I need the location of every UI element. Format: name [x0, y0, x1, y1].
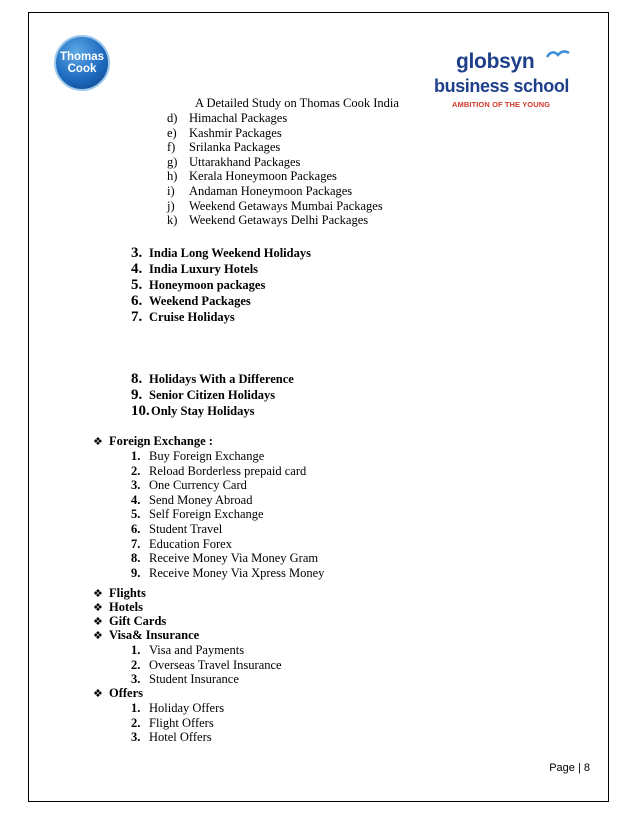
diamond-bullet-icon: ❖ — [93, 687, 103, 700]
sub-item-text: One Currency Card — [149, 478, 247, 493]
list-number: 2. — [131, 657, 141, 672]
list-number: 3. — [131, 478, 141, 493]
bullet-title: Flights — [109, 586, 146, 600]
sub-item — [131, 478, 247, 493]
list-marker: k) — [167, 213, 178, 228]
holiday-item — [131, 310, 235, 325]
sub-item — [131, 566, 324, 581]
bullet-title: Offers — [109, 686, 144, 700]
list-number: 8. — [131, 371, 143, 387]
holiday-item — [131, 404, 255, 419]
thomas-cook-logo — [54, 35, 110, 91]
holiday-text: Weekend Packages — [149, 294, 251, 308]
sub-item-text: Buy Foreign Exchange — [149, 449, 265, 463]
package-text: Kashmir Packages — [189, 125, 282, 140]
sub-item-text: Education Forex — [149, 536, 232, 551]
list-marker: h) — [167, 169, 178, 184]
bullet-item — [93, 434, 213, 449]
bullet-item — [93, 586, 146, 601]
sub-item-text: Student Insurance — [149, 672, 239, 687]
package-item — [167, 126, 282, 141]
sub-item — [131, 537, 232, 552]
sub-item — [131, 730, 212, 745]
list-number: 5. — [131, 277, 143, 293]
bullet-title: Gift Cards — [109, 614, 167, 628]
sub-item — [131, 672, 239, 687]
sub-item-text: Flight Offers — [149, 715, 214, 730]
list-marker: i) — [167, 184, 175, 198]
bullet-item — [93, 600, 143, 615]
list-number: 6. — [131, 293, 143, 309]
sub-item — [131, 643, 244, 658]
package-item — [167, 140, 280, 155]
holiday-item — [131, 372, 294, 387]
sub-item-text: Receive Money Via Xpress Money — [149, 565, 325, 580]
list-number: 6. — [131, 522, 141, 536]
sub-item — [131, 522, 222, 537]
list-number: 1. — [131, 701, 141, 715]
sub-item-text: Receive Money Via Money Gram — [149, 551, 319, 566]
globsyn-school: business school — [434, 76, 570, 96]
holiday-text: Senior Citizen Holidays — [149, 388, 276, 402]
diamond-bullet-icon: ❖ — [93, 615, 103, 628]
list-marker: e) — [167, 125, 177, 140]
package-text: Himachal Packages — [189, 111, 288, 125]
page-number: Page | 8 — [549, 762, 590, 774]
sub-item — [131, 658, 282, 673]
bullet-item — [93, 686, 143, 701]
list-number: 10. — [131, 403, 150, 419]
list-number: 4. — [131, 261, 143, 277]
sub-item — [131, 493, 252, 508]
bullet-item — [93, 628, 199, 643]
package-item — [167, 213, 368, 228]
list-number: 7. — [131, 536, 141, 551]
list-marker: d) — [167, 111, 178, 125]
holiday-item — [131, 278, 265, 293]
package-text: Weekend Getaways Delhi Packages — [189, 213, 369, 228]
list-number: 9. — [131, 565, 141, 580]
sub-item-text: Reload Borderless prepaid card — [149, 463, 307, 478]
list-number: 9. — [131, 387, 143, 403]
package-text: Uttarakhand Packages — [189, 154, 301, 169]
sub-item-text: Hotel Offers — [149, 730, 212, 745]
globsyn-tagline: AMBITION OF THE YOUNG — [452, 100, 551, 109]
list-number: 2. — [131, 463, 141, 478]
document-header: A Detailed Study on Thomas Cook India — [195, 96, 399, 110]
holiday-text: Honeymoon packages — [149, 278, 266, 292]
list-number: 1. — [131, 449, 141, 463]
bullet-title: Hotels — [109, 600, 144, 614]
bird-icon — [546, 48, 570, 60]
package-item — [167, 155, 300, 170]
list-number: 1. — [131, 643, 141, 657]
package-text: Kerala Honeymoon Packages — [189, 169, 337, 184]
sub-item-text: Self Foreign Exchange — [149, 507, 264, 522]
diamond-bullet-icon: ❖ — [93, 435, 103, 448]
holiday-text: Only Stay Holidays — [151, 404, 255, 418]
sub-item-text: Send Money Abroad — [149, 492, 253, 507]
sub-item — [131, 716, 214, 731]
package-text: Andaman Honeymoon Packages — [189, 184, 353, 198]
bullet-item — [93, 614, 166, 629]
list-number: 8. — [131, 551, 141, 566]
package-item — [167, 169, 337, 184]
holiday-text: Holidays With a Difference — [149, 372, 294, 386]
sub-item-text: Holiday Offers — [149, 701, 225, 715]
package-text: Srilanka Packages — [189, 140, 281, 155]
bullet-title: Foreign Exchange : — [109, 434, 213, 448]
list-number: 7. — [131, 309, 143, 325]
thomas-cook-logo-text: Thomas Cook — [59, 51, 105, 75]
sub-item-text: Overseas Travel Insurance — [149, 657, 282, 672]
list-marker: f) — [167, 140, 176, 155]
holiday-text: India Long Weekend Holidays — [149, 246, 311, 260]
globsyn-name: globsyn — [456, 50, 535, 73]
sub-item-text: Student Travel — [149, 522, 223, 536]
holiday-item — [131, 262, 258, 277]
holiday-item — [131, 388, 275, 403]
sub-item-text: Visa and Payments — [149, 643, 245, 657]
sub-item — [131, 507, 264, 522]
list-number: 5. — [131, 507, 141, 522]
diamond-bullet-icon: ❖ — [93, 629, 103, 642]
diamond-bullet-icon: ❖ — [93, 601, 103, 614]
holiday-item — [131, 294, 251, 309]
page-border — [28, 12, 609, 802]
package-item — [167, 111, 287, 126]
list-number: 3. — [131, 245, 143, 261]
package-text: Weekend Getaways Mumbai Packages — [189, 198, 383, 213]
holiday-item — [131, 246, 311, 261]
sub-item — [131, 449, 264, 464]
list-number: 2. — [131, 715, 141, 730]
list-number: 3. — [131, 730, 141, 745]
holiday-text: India Luxury Hotels — [149, 262, 259, 276]
list-marker: g) — [167, 154, 178, 169]
sub-item — [131, 551, 318, 566]
diamond-bullet-icon: ❖ — [93, 587, 103, 600]
package-item — [167, 199, 383, 214]
list-marker: j) — [167, 198, 175, 213]
sub-item — [131, 464, 306, 479]
list-number: 4. — [131, 492, 141, 507]
sub-item — [131, 701, 224, 716]
bullet-title: Visa& Insurance — [109, 628, 200, 642]
holiday-text: Cruise Holidays — [149, 310, 235, 324]
package-item — [167, 184, 352, 199]
list-number: 3. — [131, 672, 141, 687]
